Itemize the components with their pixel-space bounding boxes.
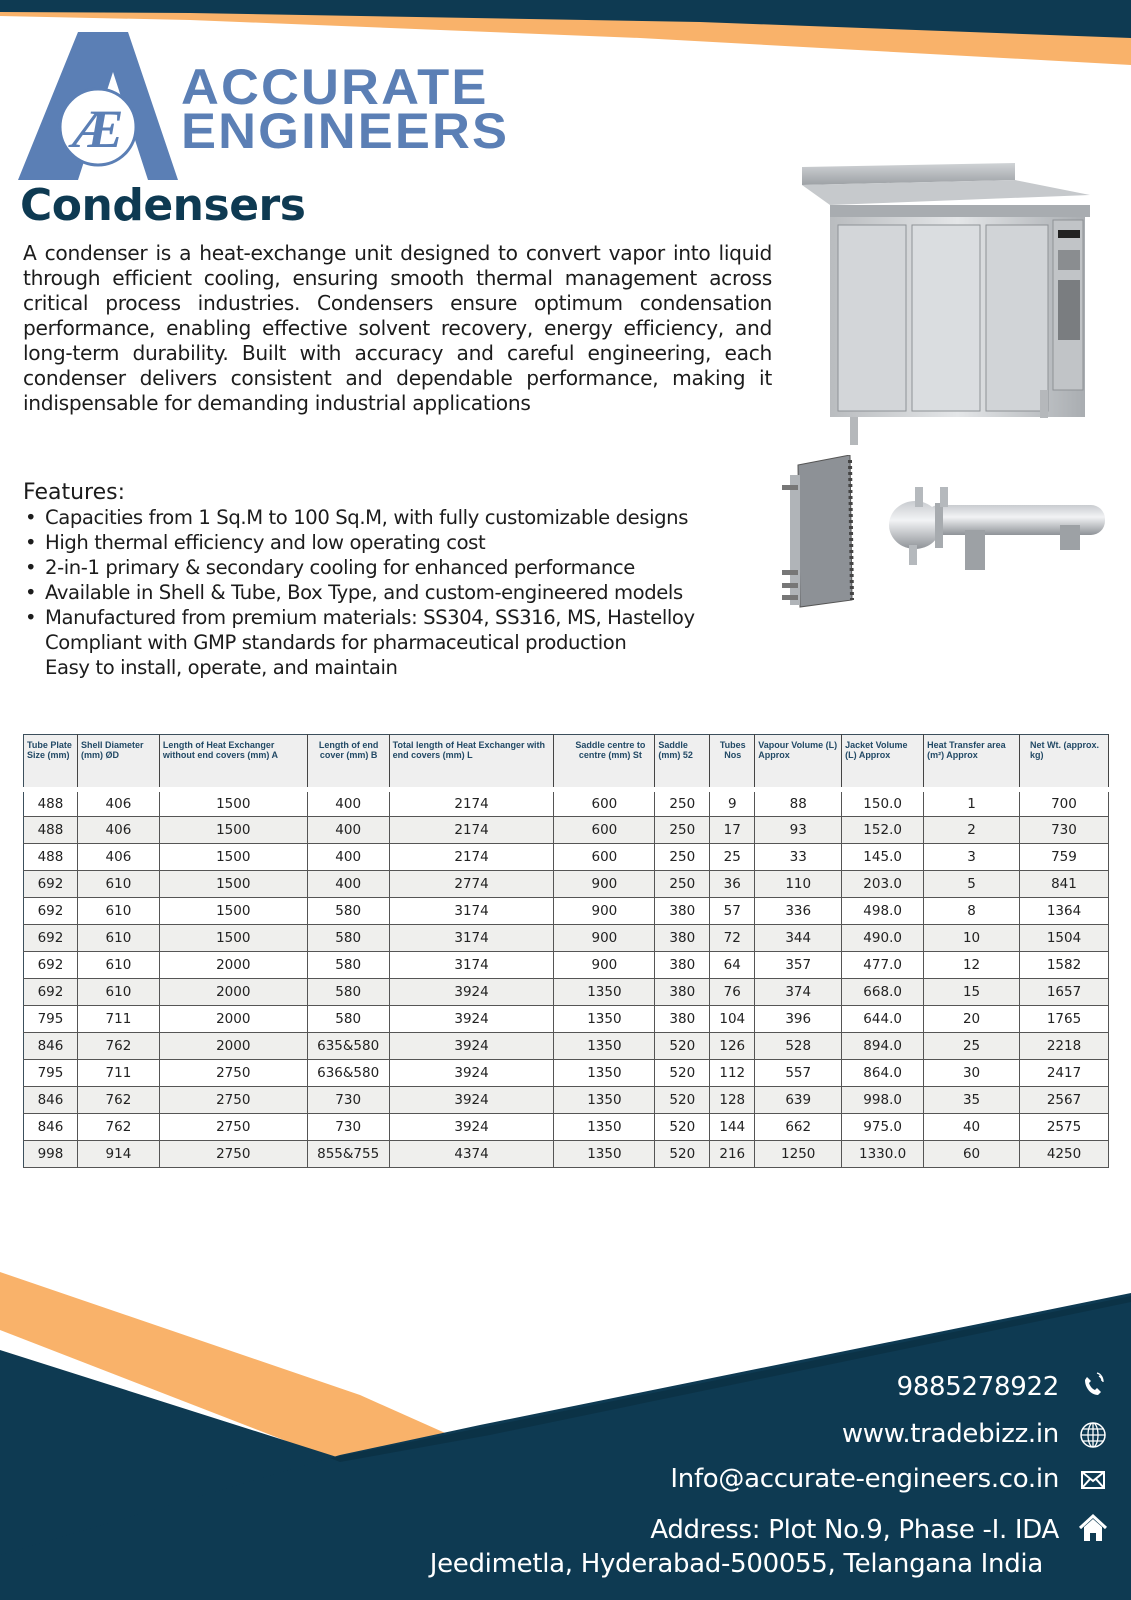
table-cell: 762 <box>77 1033 159 1060</box>
contact-email[interactable]: Info@accurate-engineers.co.in <box>670 1464 1059 1494</box>
table-cell: 900 <box>554 898 655 925</box>
table-cell: 400 <box>307 871 389 898</box>
table-cell: 36 <box>710 871 755 898</box>
table-cell: 900 <box>554 952 655 979</box>
table-cell: 636&580 <box>307 1060 389 1087</box>
intro-paragraph: A condenser is a heat-exchange unit designed to convert vapor into liquid through efficient cooling, ensuring smooth thermal management across critical process industries. Condensers ensure optimum condensation performance, enabling effective solvent recovery, energy efficiency, and long-term durability. Built with accuracy and careful engineering, each condenser delivers consistent and dependable performance, making it indispensable for demanding industrial applications <box>23 241 772 415</box>
table-cell: 2174 <box>389 817 554 844</box>
table-row <box>24 844 1109 871</box>
table-cell: 2750 <box>159 1060 307 1087</box>
table-cell: 1 <box>924 790 1020 817</box>
table-cell: 216 <box>710 1141 755 1168</box>
table-cell: 1582 <box>1019 952 1108 979</box>
feature-item <box>23 530 783 555</box>
table-cell: 1350 <box>554 1087 655 1114</box>
table-cell: 8 <box>924 898 1020 925</box>
table-cell: 846 <box>24 1087 78 1114</box>
table-cell: 520 <box>655 1141 710 1168</box>
feature-text: 2-in-1 primary & secondary cooling for enhanced performance <box>45 556 635 579</box>
table-cell: 396 <box>755 1006 842 1033</box>
table-cell: 610 <box>77 925 159 952</box>
table-cell: 344 <box>755 925 842 952</box>
table-cell: 692 <box>24 925 78 952</box>
table-cell: 1500 <box>159 871 307 898</box>
feature-item <box>23 605 783 630</box>
table-cell: 1504 <box>1019 925 1108 952</box>
table-cell: 3174 <box>389 925 554 952</box>
table-cell: 662 <box>755 1114 842 1141</box>
table-cell: 380 <box>655 952 710 979</box>
table-cell: 2174 <box>389 844 554 871</box>
table-cell: 3174 <box>389 898 554 925</box>
table-cell: 380 <box>655 925 710 952</box>
table-cell: 644.0 <box>842 1006 924 1033</box>
feature-item <box>23 505 783 530</box>
table-cell: 600 <box>554 790 655 817</box>
table-cell: 64 <box>710 952 755 979</box>
table-cell: 380 <box>655 1006 710 1033</box>
table-body <box>24 790 1109 1168</box>
bullet-icon: • <box>25 556 37 579</box>
table-cell: 759 <box>1019 844 1108 871</box>
table-cell: 93 <box>755 817 842 844</box>
table-cell: 20 <box>924 1006 1020 1033</box>
table-cell: 17 <box>710 817 755 844</box>
table-cell: 600 <box>554 844 655 871</box>
table-cell: 406 <box>77 817 159 844</box>
table-cell: 110 <box>755 871 842 898</box>
column-header: Saddle (mm) 52 <box>655 735 710 790</box>
table-cell: 668.0 <box>842 979 924 1006</box>
table-cell: 2567 <box>1019 1087 1108 1114</box>
table-cell: 1250 <box>755 1141 842 1168</box>
table-cell: 610 <box>77 898 159 925</box>
table-cell: 2218 <box>1019 1033 1108 1060</box>
table-cell: 35 <box>924 1087 1020 1114</box>
table-cell: 580 <box>307 898 389 925</box>
table-cell: 128 <box>710 1087 755 1114</box>
table-cell: 580 <box>307 1006 389 1033</box>
table-row <box>24 1060 1109 1087</box>
table-cell: 692 <box>24 979 78 1006</box>
product-image-cabinet-condenser <box>790 155 1100 455</box>
table-cell: 406 <box>77 844 159 871</box>
table-cell: 795 <box>24 1060 78 1087</box>
table-cell: 4250 <box>1019 1141 1108 1168</box>
table-row <box>24 1141 1109 1168</box>
table-cell: 490.0 <box>842 925 924 952</box>
table-cell: 520 <box>655 1033 710 1060</box>
table-cell: 400 <box>307 844 389 871</box>
table-cell: 250 <box>655 790 710 817</box>
table-cell: 3924 <box>389 1114 554 1141</box>
bullet-icon: • <box>25 531 37 554</box>
home-icon <box>1077 1512 1109 1544</box>
table-cell: 9 <box>710 790 755 817</box>
table-cell: 4374 <box>389 1141 554 1168</box>
table-cell: 639 <box>755 1087 842 1114</box>
column-header: Vapour Volume (L) Approx <box>755 735 842 790</box>
table-cell: 762 <box>77 1087 159 1114</box>
table-cell: 2000 <box>159 1033 307 1060</box>
table-cell: 1500 <box>159 817 307 844</box>
table-cell: 3924 <box>389 1006 554 1033</box>
table-cell: 112 <box>710 1060 755 1087</box>
table-cell: 1500 <box>159 898 307 925</box>
table-cell: 15 <box>924 979 1020 1006</box>
table-cell: 711 <box>77 1006 159 1033</box>
table-cell: 711 <box>77 1060 159 1087</box>
column-header: Total length of Heat Exchanger with end covers (mm) L <box>389 735 554 790</box>
table-cell: 2575 <box>1019 1114 1108 1141</box>
table-cell: 730 <box>1019 817 1108 844</box>
table-row <box>24 952 1109 979</box>
table-cell: 2 <box>924 817 1020 844</box>
feature-item <box>23 655 783 680</box>
column-header: Tube Plate Size (mm) <box>24 735 78 790</box>
table-cell: 1350 <box>554 1114 655 1141</box>
table-cell: 1350 <box>554 1141 655 1168</box>
table-cell: 25 <box>710 844 755 871</box>
globe-icon <box>1077 1419 1109 1451</box>
table-row <box>24 1087 1109 1114</box>
table-cell: 998.0 <box>842 1087 924 1114</box>
table-cell: 1765 <box>1019 1006 1108 1033</box>
feature-item <box>23 555 783 580</box>
table-cell: 126 <box>710 1033 755 1060</box>
table-cell: 3174 <box>389 952 554 979</box>
logo-text-line2: ENGINEERS <box>181 103 510 159</box>
company-logo <box>18 32 510 182</box>
table-cell: 2174 <box>389 790 554 817</box>
table-cell: 40 <box>924 1114 1020 1141</box>
table-cell: 1350 <box>554 1060 655 1087</box>
table-cell: 3 <box>924 844 1020 871</box>
column-header: Heat Transfer area (m²) Approx <box>924 735 1020 790</box>
feature-text: Available in Shell & Tube, Box Type, and custom-engineered models <box>45 581 683 604</box>
table-cell: 900 <box>554 871 655 898</box>
column-header: Tubes Nos <box>710 735 755 790</box>
table-cell: 374 <box>755 979 842 1006</box>
table-cell: 3924 <box>389 979 554 1006</box>
logo-text-line1: ACCURATE <box>181 59 489 115</box>
table-cell: 2750 <box>159 1114 307 1141</box>
table-cell: 250 <box>655 871 710 898</box>
table-cell: 2774 <box>389 871 554 898</box>
table-cell: 2000 <box>159 1006 307 1033</box>
table-cell: 10 <box>924 925 1020 952</box>
contact-phone[interactable]: 9885278922 <box>896 1372 1059 1402</box>
table-cell: 30 <box>924 1060 1020 1087</box>
contact-address-line2: Jeedimetla, Hyderabad-500055, Telangana India <box>429 1549 1043 1579</box>
table-cell: 914 <box>77 1141 159 1168</box>
features-heading: Features: <box>23 480 126 505</box>
table-cell: 998 <box>24 1141 78 1168</box>
table-row <box>24 817 1109 844</box>
table-cell: 610 <box>77 952 159 979</box>
column-header: Saddle centre to centre (mm) St <box>554 735 655 790</box>
feature-item <box>23 580 783 605</box>
table-cell: 580 <box>307 952 389 979</box>
table-cell: 57 <box>710 898 755 925</box>
contact-website[interactable]: www.tradebizz.in <box>841 1419 1059 1449</box>
table-cell: 152.0 <box>842 817 924 844</box>
table-cell: 795 <box>24 1006 78 1033</box>
table-row <box>24 790 1109 817</box>
table-cell: 3924 <box>389 1033 554 1060</box>
table-cell: 610 <box>77 871 159 898</box>
feature-text: Manufactured from premium materials: SS304, SS316, MS, Hastelloy <box>45 606 695 629</box>
table-cell: 557 <box>755 1060 842 1087</box>
feature-text: Easy to install, operate, and maintain <box>45 656 398 679</box>
table-cell: 60 <box>924 1141 1020 1168</box>
table-cell: 336 <box>755 898 842 925</box>
product-image-plate-heat-exchanger <box>780 455 865 615</box>
table-cell: 2750 <box>159 1087 307 1114</box>
table-cell: 1350 <box>554 1006 655 1033</box>
table-cell: 477.0 <box>842 952 924 979</box>
table-cell: 88 <box>755 790 842 817</box>
table-cell: 150.0 <box>842 790 924 817</box>
bullet-icon: • <box>25 606 37 629</box>
table-cell: 498.0 <box>842 898 924 925</box>
column-header: Length of end cover (mm) B <box>307 735 389 790</box>
table-cell: 250 <box>655 844 710 871</box>
table-row <box>24 871 1109 898</box>
table-cell: 580 <box>307 925 389 952</box>
table-cell: 72 <box>710 925 755 952</box>
table-cell: 975.0 <box>842 1114 924 1141</box>
feature-text: Compliant with GMP standards for pharmaceutical production <box>45 631 627 654</box>
table-cell: 357 <box>755 952 842 979</box>
table-cell: 580 <box>307 979 389 1006</box>
table-cell: 2000 <box>159 952 307 979</box>
logo-mark <box>18 32 178 182</box>
table-cell: 104 <box>710 1006 755 1033</box>
table-cell: 900 <box>554 925 655 952</box>
table-header-row <box>24 735 1109 790</box>
table-cell: 488 <box>24 790 78 817</box>
table-cell: 3924 <box>389 1060 554 1087</box>
table-cell: 700 <box>1019 790 1108 817</box>
column-header: Net Wt. (approx. kg) <box>1019 735 1108 790</box>
bullet-icon: • <box>25 581 37 604</box>
table-cell: 380 <box>655 979 710 1006</box>
table-row <box>24 1114 1109 1141</box>
table-cell: 1500 <box>159 790 307 817</box>
feature-item <box>23 630 783 655</box>
specifications-table <box>23 734 1109 1168</box>
table-cell: 520 <box>655 1087 710 1114</box>
bullet-icon: • <box>25 506 37 529</box>
table-row <box>24 898 1109 925</box>
table-row <box>24 979 1109 1006</box>
table-cell: 864.0 <box>842 1060 924 1087</box>
table-cell: 520 <box>655 1114 710 1141</box>
table-cell: 488 <box>24 844 78 871</box>
product-image-shell-tube-condenser <box>885 485 1110 585</box>
table-cell: 400 <box>307 790 389 817</box>
table-row <box>24 925 1109 952</box>
table-cell: 1500 <box>159 925 307 952</box>
table-cell: 528 <box>755 1033 842 1060</box>
logo-monogram: Æ <box>72 99 124 159</box>
table-cell: 1657 <box>1019 979 1108 1006</box>
table-cell: 1350 <box>554 1033 655 1060</box>
page-title: Condensers <box>20 180 306 231</box>
table-cell: 1364 <box>1019 898 1108 925</box>
table-cell: 1330.0 <box>842 1141 924 1168</box>
table-cell: 692 <box>24 871 78 898</box>
contact-address-line1: Address: Plot No.9, Phase -I. IDA <box>650 1515 1059 1545</box>
phone-icon <box>1077 1370 1109 1402</box>
table-cell: 1500 <box>159 844 307 871</box>
table-cell: 250 <box>655 817 710 844</box>
table-cell: 3924 <box>389 1087 554 1114</box>
table-cell: 610 <box>77 979 159 1006</box>
table-cell: 12 <box>924 952 1020 979</box>
table-cell: 145.0 <box>842 844 924 871</box>
column-header: Jacket Volume (L) Approx <box>842 735 924 790</box>
table-cell: 841 <box>1019 871 1108 898</box>
table-cell: 692 <box>24 952 78 979</box>
table-cell: 2000 <box>159 979 307 1006</box>
table-cell: 380 <box>655 898 710 925</box>
features-list <box>23 505 783 680</box>
table-cell: 76 <box>710 979 755 1006</box>
table-cell: 25 <box>924 1033 1020 1060</box>
table-cell: 846 <box>24 1114 78 1141</box>
column-header: Shell Diameter (mm) ØD <box>77 735 159 790</box>
feature-text: High thermal efficiency and low operating cost <box>45 531 486 554</box>
table-row <box>24 1006 1109 1033</box>
table-cell: 635&580 <box>307 1033 389 1060</box>
mail-icon <box>1077 1464 1109 1496</box>
table-cell: 406 <box>77 790 159 817</box>
table-cell: 488 <box>24 817 78 844</box>
feature-text: Capacities from 1 Sq.M to 100 Sq.M, with fully customizable designs <box>45 506 689 529</box>
table-cell: 2417 <box>1019 1060 1108 1087</box>
table-cell: 5 <box>924 871 1020 898</box>
table-cell: 400 <box>307 817 389 844</box>
table-cell: 855&755 <box>307 1141 389 1168</box>
table-row <box>24 1033 1109 1060</box>
table-cell: 730 <box>307 1114 389 1141</box>
table-cell: 692 <box>24 898 78 925</box>
table-cell: 520 <box>655 1060 710 1087</box>
column-header: Length of Heat Exchanger without end covers (mm) A <box>159 735 307 790</box>
table-cell: 1350 <box>554 979 655 1006</box>
table-cell: 203.0 <box>842 871 924 898</box>
table-cell: 600 <box>554 817 655 844</box>
table-cell: 894.0 <box>842 1033 924 1060</box>
table-cell: 846 <box>24 1033 78 1060</box>
table-cell: 762 <box>77 1114 159 1141</box>
table-cell: 730 <box>307 1087 389 1114</box>
table-cell: 2750 <box>159 1141 307 1168</box>
table-cell: 33 <box>755 844 842 871</box>
table-cell: 144 <box>710 1114 755 1141</box>
